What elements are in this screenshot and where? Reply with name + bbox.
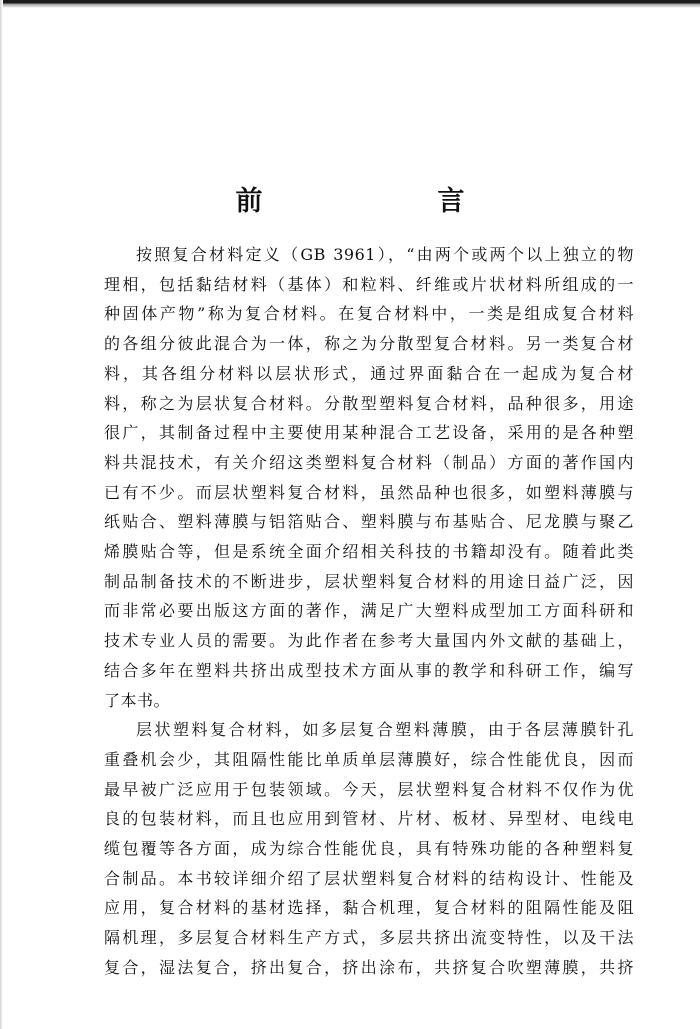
paragraph-2-line-6: 合制品。本书较详细介绍了层状塑料复合材料的结构设计、性能及 bbox=[104, 868, 634, 888]
paragraph-1-line-7: 很广，其制备过程中主要使用某种混合工艺设备，采用的是各种塑 bbox=[104, 423, 634, 443]
paragraph-2-line-2: 重叠机会少，其阻隔性能比单质单层薄膜好，综合性能优良，因而 bbox=[104, 749, 634, 769]
paragraph-1-line-5: 料，其各组分材料以层状形式，通过界面黏合在一起成为复合材 bbox=[104, 363, 634, 383]
paragraph-2-line-1: 层状塑料复合材料，如多层复合塑料薄膜，由于各层薄膜针孔 bbox=[136, 720, 634, 740]
scan-shadow-top bbox=[0, 0, 700, 8]
paragraph-1-line-6: 料，称之为层状复合材料。分散型塑料复合材料，品种很多，用途 bbox=[104, 393, 634, 413]
paragraph-1-line-1: 按照复合材料定义（GB 3961），“由两个或两个以上独立的物 bbox=[136, 245, 634, 264]
paragraph-1-line-14: 技术专业人员的需要。为此作者在参考大量国内外文献的基础上， bbox=[104, 631, 634, 651]
paragraph-2-line-8: 隔机理，多层复合材料生产方式，多层共挤出流变特性，以及干法 bbox=[104, 928, 634, 948]
paragraph-1-line-16: 了本书。 bbox=[104, 690, 171, 710]
page-title: 前 言 bbox=[235, 186, 539, 217]
paragraph-1-line-4: 的各组分彼此混合为一体，称之为分散型复合材料。另一类复合材 bbox=[104, 334, 634, 354]
paragraph-1-line-15: 结合多年在塑料共挤出成型技术方面从事的教学和科研工作，编写 bbox=[104, 660, 634, 680]
paragraph-2-line-3: 最早被广泛应用于包装领域。今天，层状塑料复合材料不仅作为优 bbox=[104, 779, 634, 799]
paragraph-2-line-5: 缆包覆等各方面，成为综合性能优良，具有特殊功能的各种塑料复 bbox=[104, 839, 634, 859]
paragraph-2-line-9: 复合，湿法复合，挤出复合，挤出涂布，共挤复合吹塑薄膜，共挤 bbox=[104, 957, 634, 977]
body-text bbox=[104, 240, 634, 983]
paragraph-1-line-12: 制品制备技术的不断进步，层状塑料复合材料的用途日益广泛，因 bbox=[104, 571, 634, 591]
paragraph-1-line-11: 烯膜贴合等，但是系统全面介绍相关科技的书籍却没有。随着此类 bbox=[104, 542, 634, 562]
paragraph-1-line-9: 已有不少。而层状塑料复合材料，虽然品种也很多，如塑料薄膜与 bbox=[104, 482, 634, 502]
paragraph-1-line-2: 理相，包括黏结材料（基体）和粒料、纤维或片状材料所组成的一 bbox=[104, 274, 634, 294]
paragraph-1-line-10: 纸贴合、塑料薄膜与铝箔贴合、塑料膜与布基贴合、尼龙膜与聚乙 bbox=[104, 512, 634, 532]
paragraph-1-line-13: 而非常必要出版这方面的著作，满足广大塑料成型加工方面科研和 bbox=[104, 601, 634, 621]
paragraph-2-line-4: 良的包装材料，而且也应用到管材、片材、板材、异型材、电线电 bbox=[104, 809, 634, 829]
scan-shadow-left bbox=[0, 0, 3, 1029]
paragraph-1-line-3: 种固体产物”称为复合材料。在复合材料中，一类是组成复合材料 bbox=[104, 304, 634, 324]
paragraph-1-line-8: 料共混技术，有关介绍这类塑料复合材料（制品）方面的著作国内 bbox=[104, 452, 634, 472]
paragraph-2-line-7: 应用，复合材料的基材选择，黏合机理，复合材料的阻隔性能及阻 bbox=[104, 898, 634, 918]
